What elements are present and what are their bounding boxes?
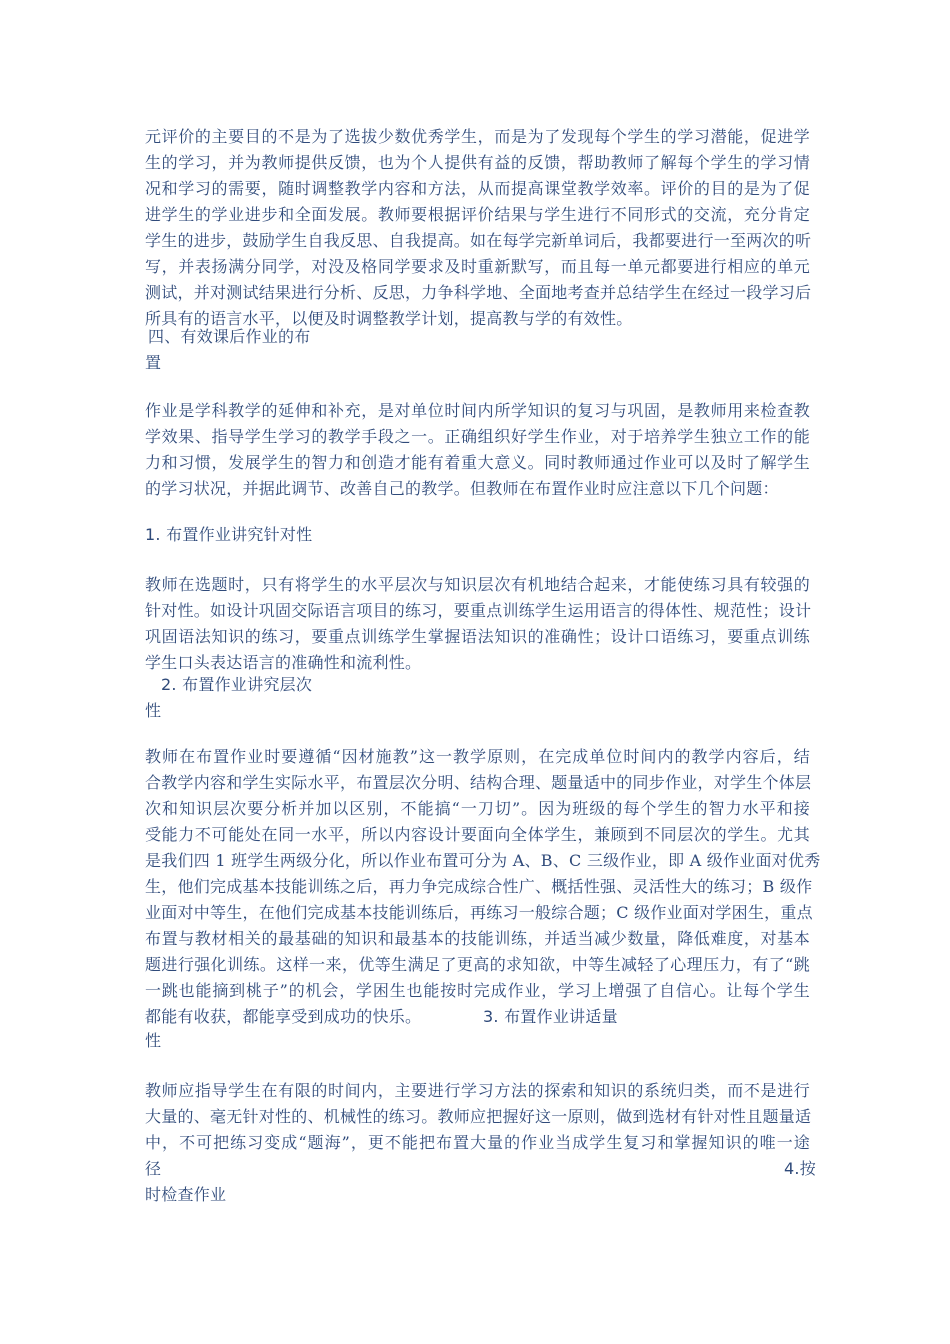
paragraph-line: 合教学内容和学生实际水平，布置层次分明、结构合理、题量适中的同步作业，对学生个体层 [145, 773, 812, 792]
paragraph-line: 况和学习的需要，随时调整教学内容和方法，从而提高课堂教学效率。评价的目的是为了促 [145, 179, 810, 198]
paragraph-line: 所具有的语言水平，以便及时调整教学计划，提高教与学的有效性。 [145, 309, 633, 328]
paragraph-line: 是我们四 1 班学生两级分化，所以作业布置可分为 A、B、C 三级作业，即 A 级作业面对优秀 [145, 851, 821, 870]
paragraph-line: 生，他们完成基本技能训练之后，再力争完成综合性广、概括性强、灵活性大的练习；B 级作 [145, 877, 813, 896]
paragraph-line: 学效果、指导学生学习的教学手段之一。正确组织好学生作业，对于培养学生独立工作的能 [145, 427, 810, 446]
paragraph-line: 的学习状况，并据此调节、改善自己的教学。但教师在布置作业时应注意以下几个问题： [145, 479, 779, 498]
paragraph-line: 大量的、毫无针对性的、机械性的练习。教师应把握好这一原则，做到选材有针对性且题量适 [145, 1107, 812, 1126]
paragraph-line: 力和习惯，发展学生的智力和创造才能有着重大意义。同时教师通过作业可以及时了解学生 [145, 453, 810, 472]
paragraph-line: 进学生的学业进步和全面发展。教师要根据评价结果与学生进行不同形式的交流，充分肯定 [145, 205, 810, 224]
paragraph-line: 教师在选题时，只有将学生的水平层次与知识层次有机地结合起来，才能使练习具有较强的 [145, 575, 810, 594]
section-heading: 四、有效课后作业的布 [148, 327, 311, 346]
subheading-continued: 性 [145, 701, 162, 720]
paragraph-line: 作业是学科教学的延伸和补充，是对单位时间内所学知识的复习与巩固，是教师用来检查教 [145, 401, 810, 420]
paragraph-line: 受能力不可能处在同一水平，所以内容设计要面向全体学生，兼顾到不同层次的学生。尤其 [145, 825, 810, 844]
paragraph-line: 都能有收获，都能享受到成功的快乐。 [145, 1007, 422, 1026]
paragraph-line: 针对性。如设计巩固交际语言项目的练习，要重点训练学生运用语言的得体性、规范性；设计 [145, 601, 812, 620]
subheading: 2. 布置作业讲究层次 [161, 675, 313, 694]
paragraph-line: 教师应指导学生在有限的时间内，主要进行学习方法的探索和知识的系统归类，而不是进行 [145, 1081, 810, 1100]
paragraph-line: 一跳也能摘到桃子”的机会，学困生也能按时完成作业，学习上增强了自信心。让每个学生 [145, 981, 810, 1000]
paragraph-line: 中，不可把练习变成“题海”，更不能把布置大量的作业当成学生复习和掌握知识的唯一途 [145, 1133, 810, 1152]
subheading-continued: 时检查作业 [145, 1185, 227, 1204]
section-heading-continued: 置 [145, 353, 162, 372]
paragraph-line: 元评价的主要目的不是为了选拔少数优秀学生，而是为了发现每个学生的学习潜能，促进学 [145, 127, 810, 146]
subheading-continued: 性 [145, 1031, 162, 1050]
subheading: 1. 布置作业讲究针对性 [145, 525, 313, 544]
paragraph-line: 布置与教材相关的最基础的知识和最基本的技能训练，并适当减少数量，降低难度，对基本 [145, 929, 810, 948]
paragraph-line: 写，并表扬满分同学，对没及格同学要求及时重新默写，而且每一单元都要进行相应的单元 [145, 257, 810, 276]
paragraph-line: 径 [145, 1159, 162, 1178]
paragraph-line: 业面对中等生，在他们完成基本技能训练后，再练习一般综合题；C 级作业面对学困生，重点 [145, 903, 813, 922]
paragraph-line: 次和知识层次要分析并加以区别，不能搞“一刀切”。因为班级的每个学生的智力水平和接 [145, 799, 810, 818]
paragraph-line: 学生口头表达语言的准确性和流利性。 [145, 653, 422, 672]
subheading: 3. 布置作业讲适量 [483, 1007, 618, 1026]
subheading: 4.按 [784, 1159, 817, 1178]
paragraph-line: 教师在布置作业时要遵循“因材施教”这一教学原则，在完成单位时间内的教学内容后，结 [145, 747, 810, 766]
paragraph-line: 巩固语法知识的练习，要重点训练学生掌握语法知识的准确性；设计口语练习，要重点训练 [145, 627, 810, 646]
paragraph-line: 生的学习，并为教师提供反馈，也为个人提供有益的反馈，帮助教师了解每个学生的学习情 [145, 153, 810, 172]
paragraph-line: 测试，并对测试结果进行分析、反思，力争科学地、全面地考查并总结学生在经过一段学习后 [145, 283, 812, 302]
paragraph-line: 学生的进步，鼓励学生自我反思、自我提高。如在每学完新单词后，我都要进行一至两次的听 [145, 231, 812, 250]
paragraph-line: 题进行强化训练。这样一来，优等生满足了更高的求知欲，中等生减轻了心理压力，有了“跳 [145, 955, 810, 974]
